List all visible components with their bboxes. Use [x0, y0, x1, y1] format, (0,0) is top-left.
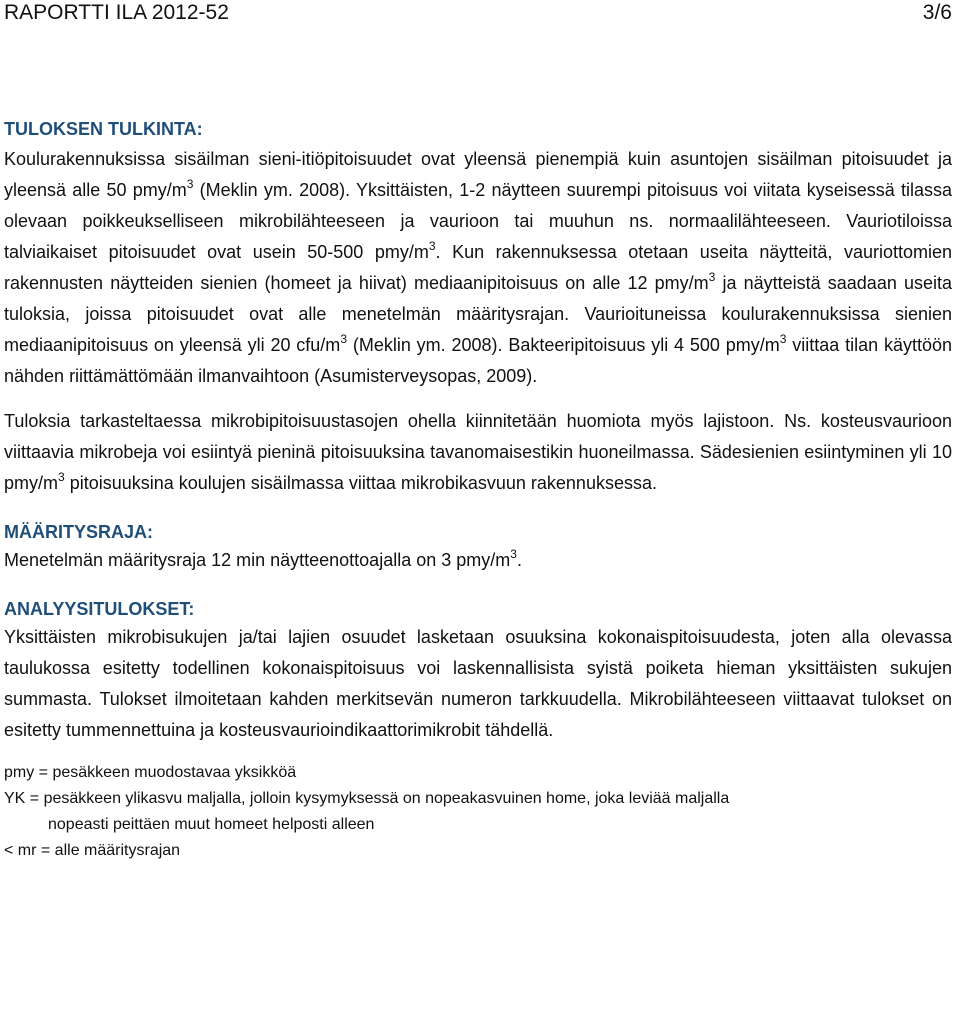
superscript: 3: [510, 547, 517, 561]
superscript: 3: [58, 470, 65, 484]
text-run: (Meklin ym. 2008). Yksittäisten, 1-2 näytteen suurempi pitoisuus voi viitata kyseisessä tilassa olevaan poikkeukselliseen mikrobilähteeseen ja vaurioon tai muuhun ns. normaalilähteeseen. Vauriotiloissa talviaikaiset pitoisuudet ovat usein 50-500 pmy/m: [4, 180, 952, 262]
section-heading-maaritysraja: MÄÄRITYSRAJA:: [4, 522, 154, 542]
section-heading-analyysi: ANALYYSITULOKSET:: [4, 599, 195, 619]
section-heading-tulokset: TULOKSEN TULKINTA:: [4, 119, 203, 139]
definition-yk: YK = pesäkkeen ylikasvu maljalla, jolloin kysymyksessä on nopeakasvuinen home, joka leviää maljalla: [4, 790, 730, 807]
text-run: viittaa tilan käyttöön nähden riittämättömään ilmanvaihtoon (Asumisterveysopas, 2009).: [4, 335, 952, 386]
report-id: RAPORTTI ILA 2012-52: [4, 1, 229, 24]
text-run: Tuloksia tarkasteltaessa mikrobipitoisuustasojen ohella kiinnitetään huomiota myös lajistoon. Ns. kosteusvaurioon viittaavia mikrobeja voi esiintyä pieninä pitoisuuksina tavanomaisestikin huoneilmassa. Sädesienien esiintyminen yli 10 pmy/m: [4, 411, 952, 493]
superscript: 3: [340, 332, 347, 346]
paragraph-tulokset-1: [4, 144, 952, 392]
text-run: (Meklin ym. 2008). Bakteeripitoisuus yli 4 500 pmy/m: [347, 335, 780, 355]
paragraph-analyysi: Yksittäisten mikrobisukujen ja/tai lajien osuudet lasketaan osuuksina kokonaispitoisuudesta, joten alla olevassa taulukossa esitetty todellinen kokonaispitoisuus voi laskennallisista syistä poiketa hieman yksittäisten sukujen summasta. Tulokset ilmoitetaan kahden merkitsevän numeron tarkkuudella. Mikrobilähteeseen viittaavat tulokset on esitetty tummennettuina ja kosteusvaurioindikaattorimikrobit tähdellä.: [4, 627, 952, 740]
text-run: pitoisuuksina koulujen sisäilmassa viittaa mikrobikasvuun rakennuksessa.: [64, 473, 657, 493]
text-run: .: [516, 550, 522, 570]
superscript: 3: [779, 332, 787, 346]
page-header: [4, 0, 952, 28]
superscript: 3: [708, 270, 716, 284]
superscript: 3: [186, 177, 194, 191]
text-run: ja näytteistä saadaan useita tuloksia, joissa pitoisuudet ovat alle menetelmän määritysrajan. Vaurioituneissa koulurakennuksissa sienien mediaanipitoisuus on yleensä yli 20 cfu/m: [4, 273, 952, 355]
definition-yk-continued: nopeasti peittäen muut homeet helposti alleen: [48, 816, 375, 833]
text-run: Koulurakennuksissa sisäilman sieni-itiöpitoisuudet ovat yleensä pienempiä kuin asuntojen sisäilman pitoisuudet ja yleensä alle 50 pmy/m: [4, 149, 952, 200]
page-number: 3/6: [922, 1, 952, 24]
paragraph-maaritysraja: [4, 545, 952, 576]
text-run: Menetelmän määritysraja 12 min näytteenottoajalla on 3 pmy/m: [4, 550, 511, 570]
definition-mr: < mr = alle määritysrajan: [4, 842, 181, 859]
text-run: . Kun rakennuksessa otetaan useita näytteitä, vauriottomien rakennusten näytteiden sienien (homeet ja hiivat) mediaanipitoisuus on alle 12 pmy/m: [4, 242, 952, 293]
definition-pmy: pmy = pesäkkeen muodostavaa yksikköä: [4, 764, 297, 781]
superscript: 3: [428, 239, 436, 253]
paragraph-tulokset-2: [4, 406, 952, 499]
page-content: [4, 116, 952, 864]
